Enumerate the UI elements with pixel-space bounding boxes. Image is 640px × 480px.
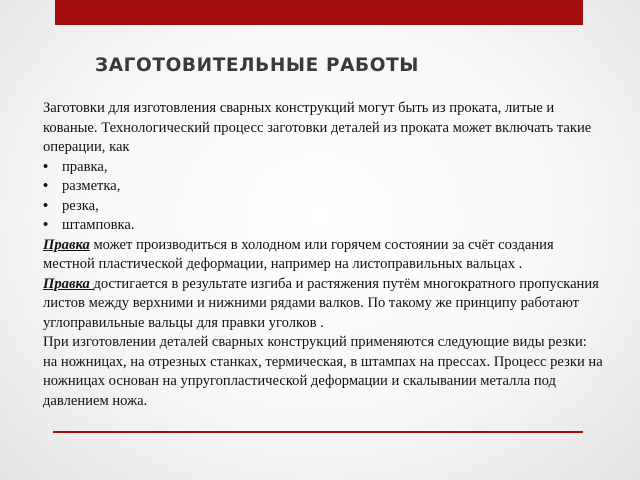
- slide-body: [43, 99, 603, 411]
- top-accent-bar: [55, 0, 583, 25]
- list-item: • правка,: [43, 158, 603, 178]
- paragraph-text: может производиться в холодном или горячем состоянии за счёт создания местной пластической деформации, например на листоправильных вальцах .: [43, 236, 554, 272]
- straightening-paragraph: [43, 236, 603, 275]
- bottom-accent-line: [53, 431, 583, 433]
- list-item: • штамповка.: [43, 216, 603, 236]
- operations-list: [43, 158, 603, 236]
- term-pravka: Правка: [43, 236, 90, 253]
- list-item: • разметка,: [43, 177, 603, 197]
- rolling-paragraph: [43, 275, 603, 334]
- slide-title: ЗАГОТОВИТЕЛЬНЫЕ РАБОТЫ: [95, 55, 420, 76]
- list-item: • резка,: [43, 197, 603, 217]
- intro-paragraph: Заготовки для изготовления сварных конструкций могут быть из проката, литые и кованые. Технологический процесс заготовки деталей из проката может включать такие операции, как: [43, 100, 592, 155]
- term-pravka: Правка: [43, 275, 94, 292]
- cutting-paragraph: При изготовлении деталей сварных конструкций применяются следующие виды резки: на ножницах, на отрезных станках, термическая, в штампах на прессах. Процесс резки на ножницах основан на упругопластической деформации и скалывании металла под давлением ножа.: [43, 334, 603, 409]
- paragraph-text: достигается в результате изгиба и растяжения путём многократного пропускания листов между верхними и нижними рядами валков. По такому же принципу работают углоправильные вальцы для правки уголков .: [43, 275, 599, 331]
